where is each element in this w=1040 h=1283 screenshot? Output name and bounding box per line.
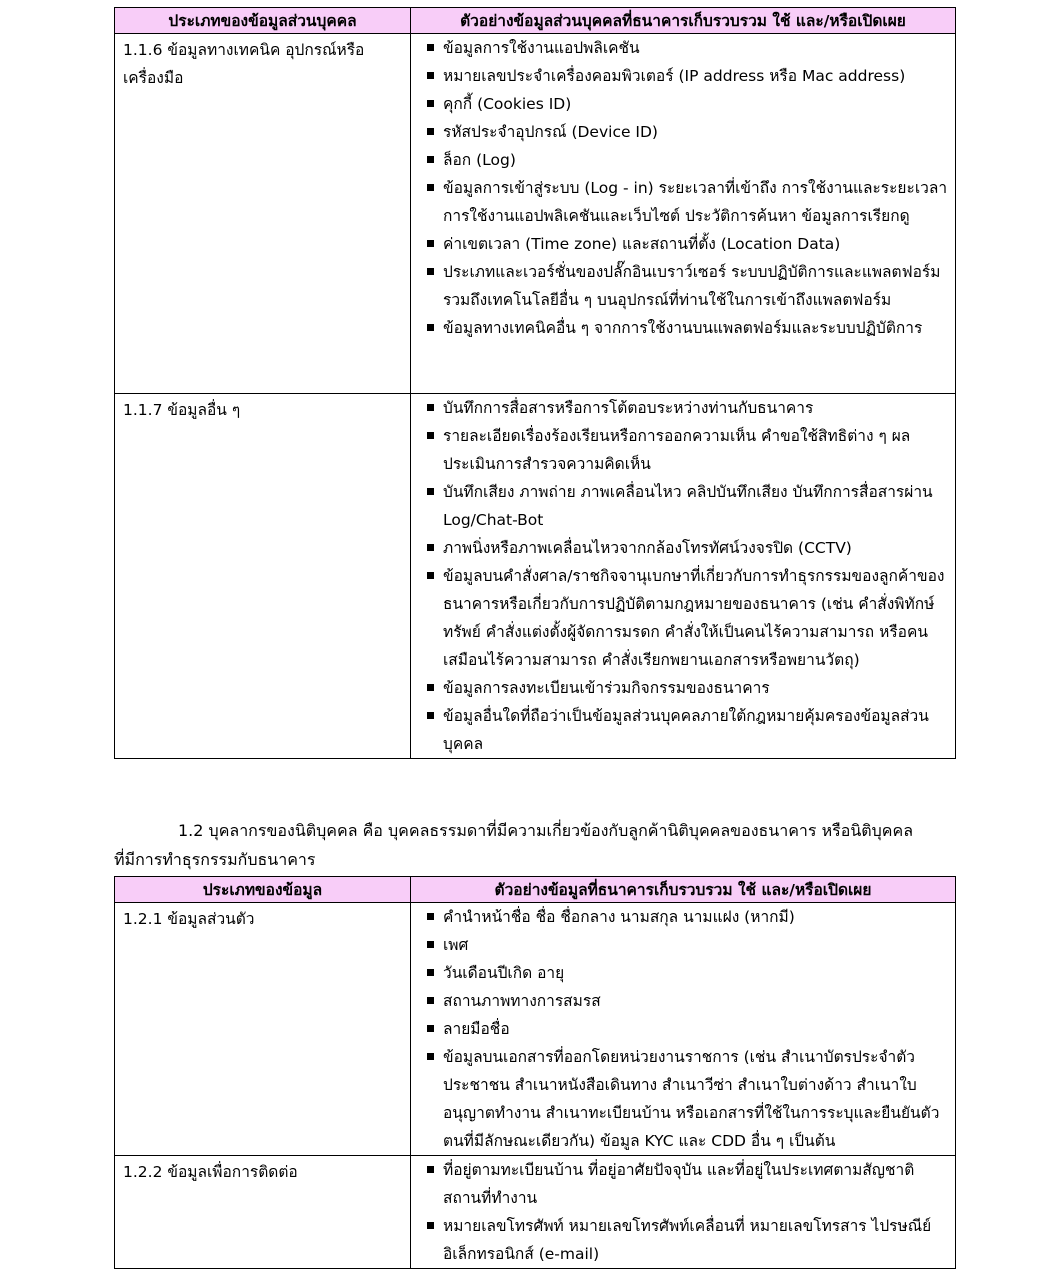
list-item-text: คำนำหน้าชื่อ ชื่อ ชื่อกลาง นามสกุล นามแฝง (หากมี) — [443, 908, 795, 926]
table-header-row — [115, 877, 956, 903]
list-item-text: ล็อก (Log) — [443, 151, 516, 169]
square-bullet-icon — [417, 959, 443, 976]
square-bullet-icon — [417, 394, 443, 411]
bullet-list — [417, 394, 949, 758]
list-item — [417, 314, 949, 342]
list-item-text: ข้อมูลบนคำสั่งศาล/ราชกิจจานุเบกษาที่เกี่ยวกับการทำธุรกรรมของลูกค้าของธนาคารหรือเกี่ยวกับการปฏิบัติตามกฎหมายของธนาคาร (เช่น คำสั่งพิทักษ์ทรัพย์ คำสั่งแต่งตั้งผู้จัดการมรดก คำสั่งให้เป็นคนไร้ความสามารถ หรือคนเสมือนไร้ความสามารถ คำสั่งเรียกพยานเอกสารหรือพยานวัตถุ) — [443, 567, 945, 669]
table-row — [115, 1156, 956, 1269]
square-bullet-icon — [417, 478, 443, 495]
list-item — [417, 562, 949, 674]
table-row — [115, 34, 956, 394]
square-bullet-icon — [417, 534, 443, 551]
list-item-text: สถานภาพทางการสมรส — [443, 992, 601, 1010]
square-bullet-icon — [417, 562, 443, 579]
list-item — [417, 1015, 949, 1043]
list-item-text: รหัสประจำอุปกรณ์ (Device ID) — [443, 123, 658, 141]
list-item-text: หมายเลขประจำเครื่องคอมพิวเตอร์ (IP address หรือ Mac address) — [443, 67, 906, 85]
column-header-type: ประเภทของข้อมูล — [115, 877, 411, 903]
list-item-text: ข้อมูลการลงทะเบียนเข้าร่วมกิจกรรมของธนาคาร — [443, 679, 770, 697]
square-bullet-icon — [417, 174, 443, 191]
list-item — [417, 478, 949, 534]
square-bullet-icon — [417, 62, 443, 79]
list-item — [417, 987, 949, 1015]
section-paragraph — [114, 816, 974, 874]
square-bullet-icon — [417, 314, 443, 331]
row-items — [411, 903, 956, 1156]
list-item — [417, 1156, 949, 1212]
square-bullet-icon — [417, 146, 443, 163]
list-item — [417, 90, 949, 118]
list-item — [417, 903, 949, 931]
list-item — [417, 959, 949, 987]
list-item — [417, 534, 949, 562]
list-item-text: รายละเอียดเรื่องร้องเรียนหรือการออกความเห็น คำขอใช้สิทธิต่าง ๆ ผลประเมินการสำรวจความคิดเห็น — [443, 427, 911, 473]
list-item-text: หมายเลขโทรศัพท์ หมายเลขโทรศัพท์เคลื่อนที่ หมายเลขโทรสาร ไปรษณีย์อิเล็กทรอนิกส์ (e-mail) — [443, 1217, 932, 1263]
list-item-text: ที่อยู่ตามทะเบียนบ้าน ที่อยู่อาศัยปัจจุบัน และที่อยู่ในประเทศตามสัญชาติ สถานที่ทำงาน — [443, 1161, 915, 1207]
row-category: 1.1.6 ข้อมูลทางเทคนิค อุปกรณ์หรือเครื่องมือ — [115, 34, 411, 394]
square-bullet-icon — [417, 34, 443, 51]
list-item-text: ข้อมูลอื่นใดที่ถือว่าเป็นข้อมูลส่วนบุคคลภายใต้กฎหมายคุ้มครองข้อมูลส่วนบุคคล — [443, 707, 929, 753]
square-bullet-icon — [417, 118, 443, 135]
row-category: 1.1.7 ข้อมูลอื่น ๆ — [115, 394, 411, 759]
bullet-list — [417, 1156, 949, 1268]
list-item-text: ค่าเขตเวลา (Time zone) และสถานที่ตั้ง (Location Data) — [443, 235, 841, 253]
column-header-type: ประเภทของข้อมูลส่วนบุคคล — [115, 8, 411, 34]
square-bullet-icon — [417, 1156, 443, 1173]
row-items — [411, 34, 956, 394]
list-item — [417, 258, 949, 314]
list-item-text: บันทึกเสียง ภาพถ่าย ภาพเคลื่อนไหว คลิปบันทึกเสียง บันทึกการสื่อสารผ่าน Log/Chat-Bot — [443, 483, 933, 529]
list-item — [417, 674, 949, 702]
paragraph-line: 1.2 บุคลากรของนิติบุคคล คือ บุคคลธรรมดาที่มีความเกี่ยวข้องกับลูกค้านิติบุคคลของธนาคาร หรือนิติบุคคล — [178, 821, 914, 840]
row-category: 1.2.1 ข้อมูลส่วนตัว — [115, 903, 411, 1156]
square-bullet-icon — [417, 674, 443, 691]
list-item — [417, 931, 949, 959]
square-bullet-icon — [417, 230, 443, 247]
data-table-personal — [114, 7, 956, 759]
list-item — [417, 146, 949, 174]
list-item — [417, 174, 949, 230]
list-item — [417, 62, 949, 90]
list-item-text: เพศ — [443, 936, 469, 954]
row-category: 1.2.2 ข้อมูลเพื่อการติดต่อ — [115, 1156, 411, 1269]
table-row — [115, 903, 956, 1156]
list-item-text: บันทึกการสื่อสารหรือการโต้ตอบระหว่างท่านกับธนาคาร — [443, 399, 814, 417]
bullet-list — [417, 903, 949, 1155]
list-item — [417, 34, 949, 62]
list-item — [417, 422, 949, 478]
square-bullet-icon — [417, 1015, 443, 1032]
list-item — [417, 394, 949, 422]
table-header-row — [115, 8, 956, 34]
bullet-list — [417, 34, 949, 342]
square-bullet-icon — [417, 987, 443, 1004]
list-item-text: ลายมือชื่อ — [443, 1020, 510, 1038]
square-bullet-icon — [417, 90, 443, 107]
data-table-corporate-personnel — [114, 876, 956, 1269]
square-bullet-icon — [417, 931, 443, 948]
table-row — [115, 394, 956, 759]
column-header-examples: ตัวอย่างข้อมูลที่ธนาคารเก็บรวบรวม ใช้ และ/หรือเปิดเผย — [411, 877, 956, 903]
column-header-examples: ตัวอย่างข้อมูลส่วนบุคคลที่ธนาคารเก็บรวบรวม ใช้ และ/หรือเปิดเผย — [411, 8, 956, 34]
square-bullet-icon — [417, 422, 443, 439]
square-bullet-icon — [417, 702, 443, 719]
list-item — [417, 1043, 949, 1155]
row-items — [411, 394, 956, 759]
list-item-text: ภาพนิ่งหรือภาพเคลื่อนไหวจากกล้องโทรทัศน์วงจรปิด (CCTV) — [443, 539, 852, 557]
paragraph-line: ที่มีการทำธุรกรรมกับธนาคาร — [114, 850, 316, 869]
list-item — [417, 702, 949, 758]
list-item-text: ข้อมูลทางเทคนิคอื่น ๆ จากการใช้งานบนแพลตฟอร์มและระบบปฏิบัติการ — [443, 319, 923, 337]
row-items — [411, 1156, 956, 1269]
square-bullet-icon — [417, 903, 443, 920]
list-item — [417, 230, 949, 258]
list-item — [417, 1212, 949, 1268]
list-item — [417, 118, 949, 146]
list-item-text: ข้อมูลการเข้าสู่ระบบ (Log - in) ระยะเวลาที่เข้าถึง การใช้งานและระยะเวลาการใช้งานแอปพลิเคชันและเว็บไซต์ ประวัติการค้นหา ข้อมูลการเรียกดู — [443, 179, 948, 225]
list-item-text: วันเดือนปีเกิด อายุ — [443, 964, 565, 982]
list-item-text: ข้อมูลบนเอกสารที่ออกโดยหน่วยงานราชการ (เช่น สำเนาบัตรประจำตัวประชาชน สำเนาหนังสือเดินทาง สำเนาวีซ่า สำเนาใบต่างด้าว สำเนาใบอนุญาตทำงาน สำเนาทะเบียนบ้าน หรือเอกสารที่ใช้ในการระบุและยืนยันตัวตนที่มีลักษณะเดียวกัน) ข้อมูล KYC และ CDD อื่น ๆ เป็นต้น — [443, 1048, 940, 1150]
square-bullet-icon — [417, 1212, 443, 1229]
square-bullet-icon — [417, 258, 443, 275]
list-item-text: คุกกี้ (Cookies ID) — [443, 95, 572, 113]
list-item-text: ประเภทและเวอร์ชั่นของปลั๊กอินเบราว์เซอร์ ระบบปฏิบัติการและแพลตฟอร์ม รวมถึงเทคโนโลยีอื่น ๆ บนอุปกรณ์ที่ท่านใช้ในการเข้าถึงแพลตฟอร์ม — [443, 263, 941, 309]
list-item-text: ข้อมูลการใช้งานแอปพลิเคชัน — [443, 39, 640, 57]
square-bullet-icon — [417, 1043, 443, 1060]
